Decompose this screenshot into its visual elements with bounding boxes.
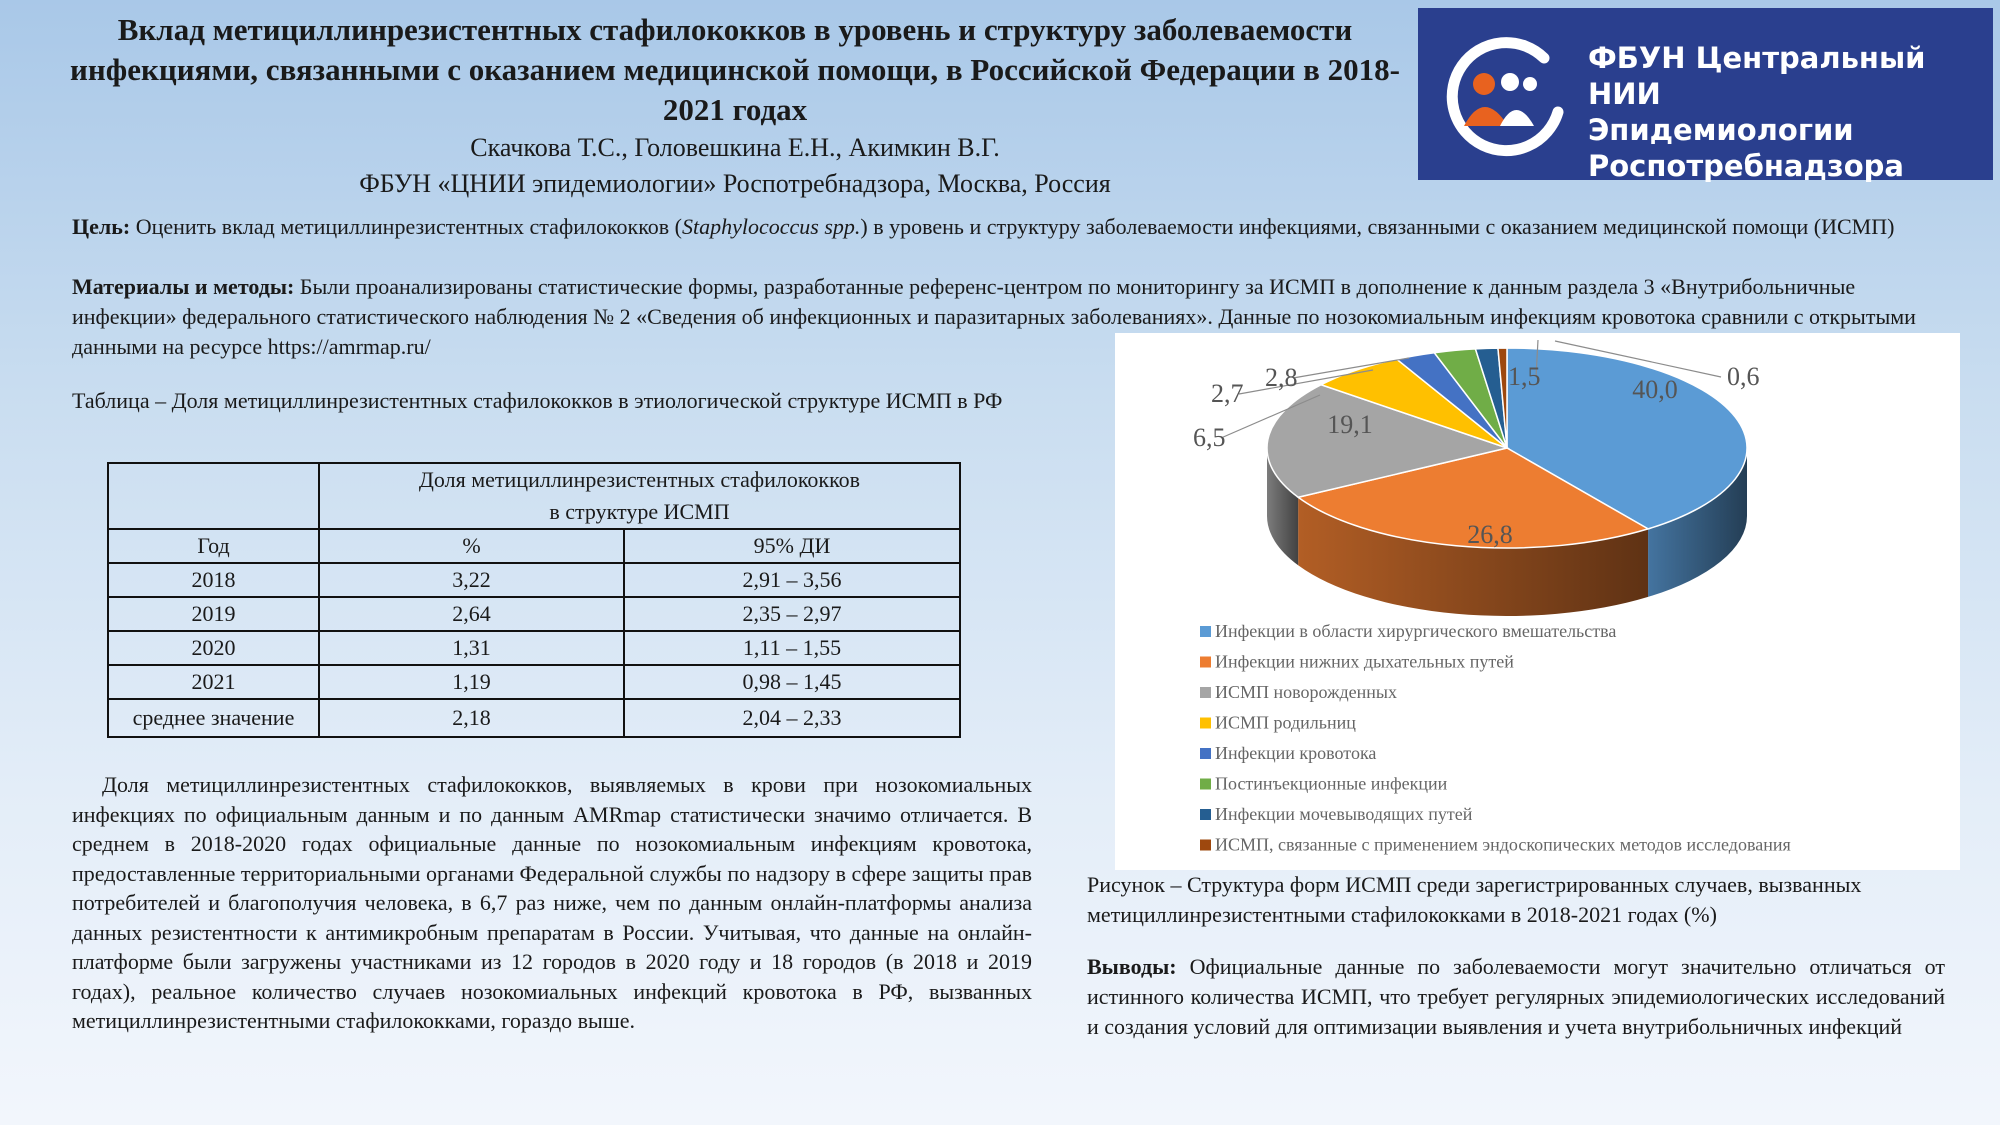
cell-year: 2020 (108, 631, 319, 665)
legend-label: Инфекции нижних дыхательных путей (1215, 651, 1514, 672)
cell-pct: 2,64 (319, 597, 624, 631)
cell-ci: 1,11 – 1,55 (624, 631, 960, 665)
cell-pct: 1,31 (319, 631, 624, 665)
legend-swatch (1200, 809, 1211, 820)
group-header-line: в структуре ИСМП (549, 499, 730, 524)
legend-swatch (1200, 748, 1211, 759)
cell-ci: 0,98 – 1,45 (624, 665, 960, 699)
results-paragraph (72, 770, 1032, 1036)
cell-pct: 3,22 (319, 563, 624, 597)
table-row (108, 665, 960, 699)
institute-logo (1418, 8, 1993, 183)
conclusions-paragraph (1087, 952, 1945, 1042)
table-group-header (319, 463, 960, 529)
legend-label: ИСМП родильниц (1215, 712, 1356, 733)
goal-paragraph (72, 212, 1952, 242)
page-title: Вклад метициллинрезистентных стафилококков в уровень и структуру заболеваемости инфекциями, связанными с оказанием медицинской помощи, в Российской Федерации в 2018-2021 годах (70, 12, 1400, 127)
data-label: 19,1 (1327, 410, 1373, 439)
table-corner-cell (108, 463, 319, 529)
conclusions-label: Выводы: (1087, 954, 1177, 979)
legend-label: Инфекции кровотока (1215, 743, 1377, 763)
table-column-header-row (108, 529, 960, 563)
results-text: Доля метициллинрезистентных стафилококков, выявляемых в крови при нозокомиальных инфекциях по официальным данным и по данным AMRmap статистически значимо отличается. В среднем в 2018-2020 годах официальные данные по нозокомиальным инфекциям кровотока, предоставленные территориальными органами Федеральной службы по надзору в сфере защиты прав потребителей и благополучия человека, в 6,7 раз ниже, чем по данным онлайн-платформы анализа данных резистентности к антимикробным препаратам в России. Учитывая, что данные на онлайн-платформе были загружены участниками из 12 городов в 2020 году и 18 городов (в 2018 и 2019 годах), реальное количество случаев нозокомиальных инфекций кровотока в РФ, вызванных метициллинрезистентными стафилококками, гораздо выше. (72, 772, 1032, 1033)
mrsa-table (107, 462, 961, 738)
authors: Скачкова Т.С., Головешкина Е.Н., Акимкин В.Г. (470, 133, 1000, 162)
pie-chart (1115, 333, 1960, 870)
table-row-mean (108, 699, 960, 737)
methods-text: Были проанализированы статистические формы, разработанные референс-центром по мониторингу за ИСМП в дополнение к данным раздела 3 «Внутрибольничные инфекции» федерального статистического наблюдения № 2 «Сведения об инфекционных и паразитарных заболеваниях». Данные по нозокомиальным инфекциям кровотока сравнили с открытыми данными на ресурсе https://amrmap.ru/ (72, 274, 1916, 359)
table-row (108, 563, 960, 597)
goal-label: Цель: (72, 214, 131, 239)
logo-line: Роспотребнадзора (1588, 149, 1904, 183)
logo-emblem-icon (1436, 22, 1576, 162)
legend-swatch (1200, 718, 1211, 729)
legend-swatch (1200, 687, 1211, 698)
conclusions-text: Официальные данные по заболеваемости могут значительно отличаться от истинного количества ИСМП, что требует регулярных эпидемиологических исследований и создания условий для оптимизации выявления и учета внутрибольничных инфекций (1087, 954, 1945, 1039)
logo-text (1588, 40, 1993, 184)
pie-chart-panel (1115, 333, 1960, 870)
data-label: 26,8 (1467, 520, 1513, 549)
table-caption: Таблица – Доля метициллинрезистентных стафилококков в этиологической структуре ИСМП в РФ (72, 388, 1003, 413)
logo-line: ФБУН Центральный НИИ (1588, 41, 1926, 111)
cell-pct: 2,18 (319, 699, 624, 737)
title-block (55, 10, 1415, 202)
legend-swatch (1200, 657, 1211, 668)
legend-swatch (1200, 779, 1211, 790)
cell-ci: 2,91 – 3,56 (624, 563, 960, 597)
legend-swatch (1200, 626, 1211, 637)
legend-swatch (1200, 840, 1211, 851)
cell-ci: 2,35 – 2,97 (624, 597, 960, 631)
legend-label: Постинъекционные инфекции (1215, 773, 1448, 794)
data-label: 1,5 (1508, 362, 1541, 391)
cell-year: 2018 (108, 563, 319, 597)
table-row (108, 597, 960, 631)
affiliation: ФБУН «ЦНИИ эпидемиологии» Роспотребнадзора, Москва, Россия (359, 169, 1111, 198)
column-header-year: Год (108, 529, 319, 563)
cell-year: 2021 (108, 665, 319, 699)
goal-text-end: ) в уровень и структуру заболеваемости инфекциями, связанными с оказанием медицинской помощи (ИСМП) (860, 214, 1895, 239)
goal-text: Оценить вклад метициллинрезистентных стафилококков ( (130, 214, 682, 239)
cell-year: среднее значение (108, 699, 319, 737)
column-header-pct: % (319, 529, 624, 563)
data-label: 40,0 (1632, 375, 1678, 404)
cell-year: 2019 (108, 597, 319, 631)
data-label: 0,6 (1727, 362, 1760, 391)
column-header-ci: 95% ДИ (624, 529, 960, 563)
goal-species: Staphylococcus spp. (682, 214, 861, 239)
cell-pct: 1,19 (319, 665, 624, 699)
methods-label: Материалы и методы: (72, 274, 295, 299)
table-row (108, 631, 960, 665)
legend-label: Инфекции мочевыводящих путей (1215, 804, 1473, 824)
legend-label: Инфекции в области хирургического вмешательства (1215, 621, 1617, 641)
data-label: 6,5 (1193, 423, 1226, 452)
cell-ci: 2,04 – 2,33 (624, 699, 960, 737)
data-label: 2,7 (1211, 379, 1244, 408)
figure-caption: Рисунок – Структура форм ИСМП среди зарегистрированных случаев, вызванных метициллинрезистентными стафилококками в 2018-2021 годах (%) (1087, 872, 1862, 927)
group-header-line: Доля метициллинрезистентных стафилококков (418, 467, 861, 492)
data-label: 2,8 (1265, 363, 1298, 392)
legend-label: ИСМП новорожденных (1215, 682, 1398, 702)
logo-line: Эпидемиологии (1588, 113, 1854, 147)
legend-label: ИСМП, связанные с применением эндоскопических методов исследования (1215, 834, 1791, 855)
table-header-row (108, 463, 960, 529)
